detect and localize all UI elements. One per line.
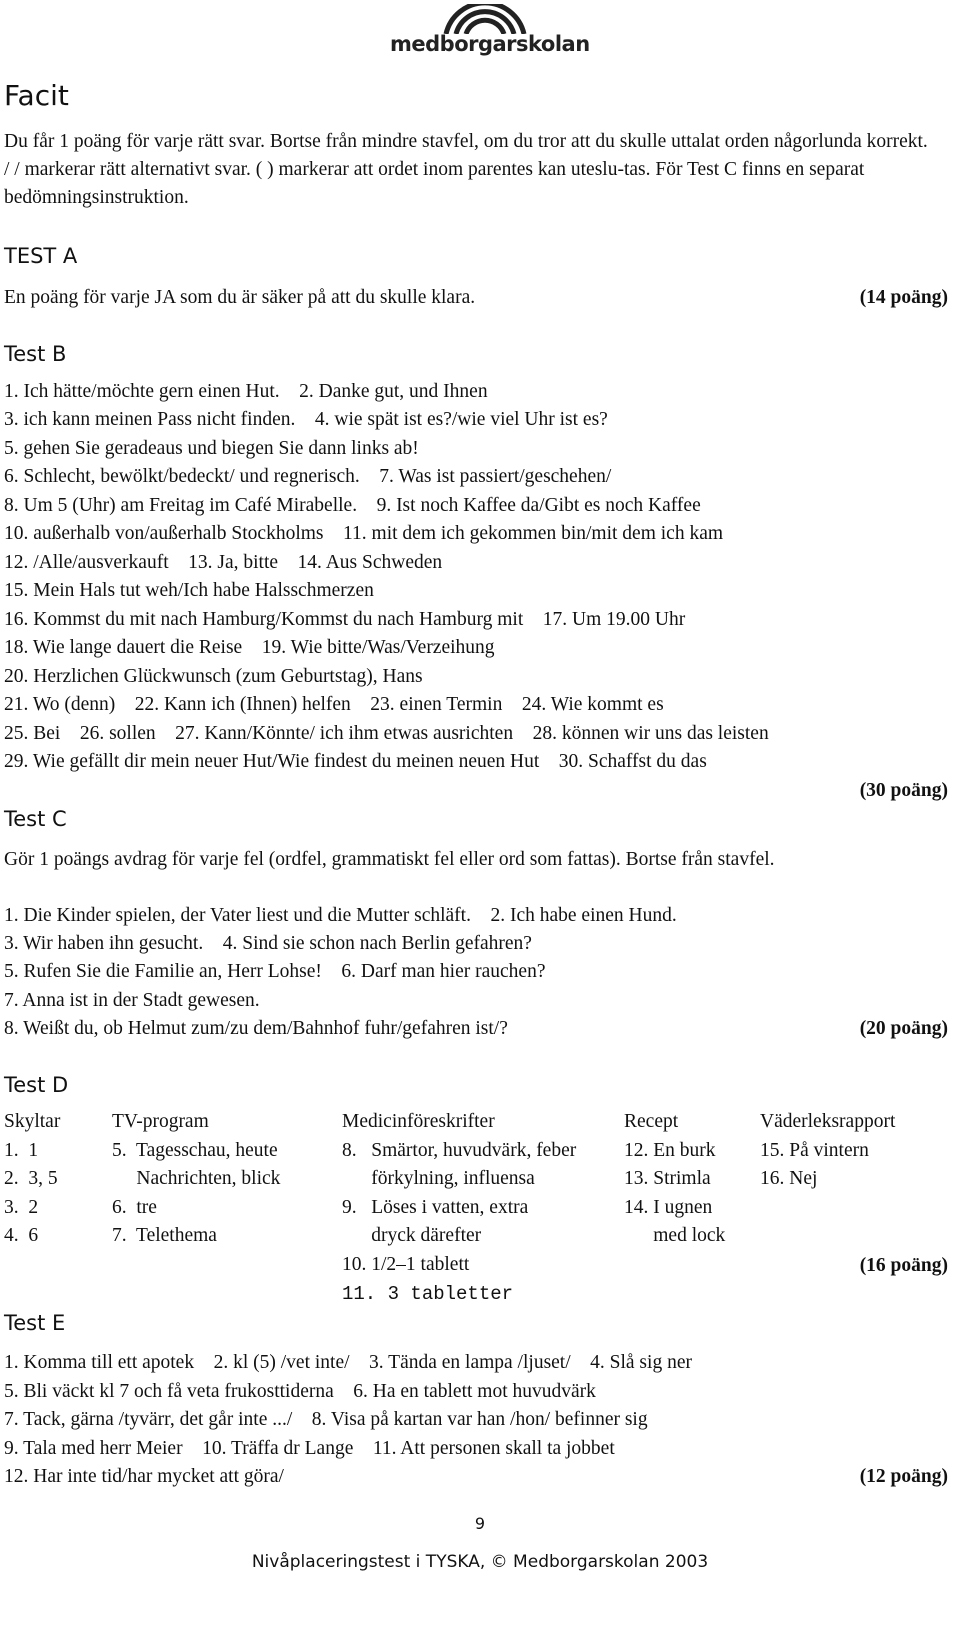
test-c-line: 3. Wir haben ihn gesucht. 4. Sind sie schon nach Berlin gefahren? xyxy=(4,933,532,954)
test-b-line: 16. Kommst du mit nach Hamburg/Kommst du nach Hamburg mit 17. Um 19.00 Uhr xyxy=(4,609,686,630)
test-b-line: 3. ich kann meinen Pass nicht finden. 4. wie spät ist es?/wie viel Uhr ist es? xyxy=(4,409,608,430)
column-cell: 13. Strimla xyxy=(624,1168,711,1190)
test-d-column-tv-program xyxy=(112,1108,280,1251)
test-c-instruction: Gör 1 poängs avdrag för varje fel (ordfel, grammatiskt fel eller ord som fattas). Bortse från stavfel. xyxy=(4,849,775,870)
test-e-line: 7. Tack, gärna /tyvärr, det går inte .../ 8. Visa på kartan var han /hon/ befinner sig xyxy=(4,1409,648,1430)
test-d-column-vaderleksrapport xyxy=(760,1108,895,1194)
column-cell: 4. 6 xyxy=(4,1225,39,1247)
column-header: Väderleksrapport xyxy=(760,1111,896,1132)
test-b-line: 1. Ich hätte/möchte gern einen Hut. 2. Danke gut, und Ihnen xyxy=(4,381,488,402)
column-cell: Nachrichten, blick xyxy=(112,1168,281,1190)
column-cell: 15. På vintern xyxy=(760,1139,869,1161)
column-cell: 8. Smärtor, huvudvärk, feber xyxy=(342,1139,577,1161)
test-e-line: 1. Komma till ett apotek 2. kl (5) /vet inte/ 3. Tända en lampa /ljuset/ 4. Slå sig ner xyxy=(4,1352,692,1373)
test-b-line: 5. gehen Sie geradeaus und biegen Sie dann links ab! xyxy=(4,438,419,459)
column-header: Medicinföreskrifter xyxy=(342,1111,495,1132)
test-b-line: 12. /Alle/ausverkauft 13. Ja, bitte 14. Aus Schweden xyxy=(4,552,443,573)
test-c-line: 5. Rufen Sie die Familie an, Herr Lohse! 6. Darf man hier rauchen? xyxy=(4,961,546,982)
facit-title: Facit xyxy=(4,79,69,112)
column-cell: 14. I ugnen xyxy=(624,1196,713,1218)
test-b-line: 18. Wie lange dauert die Reise 19. Wie bitte/Was/Verzeihung xyxy=(4,637,495,658)
column-cell: 6. tre xyxy=(112,1196,157,1218)
column-cell: 12. En burk xyxy=(624,1139,716,1161)
column-cell: 1. 1 xyxy=(4,1139,39,1161)
test-c-line: 8. Weißt du, ob Helmut zum/zu dem/Bahnhof fuhr/gefahren ist/? xyxy=(4,1018,508,1039)
column-cell: 9. Löses i vatten, extra xyxy=(342,1196,529,1218)
column-cell: dryck därefter xyxy=(342,1225,482,1247)
test-c-points: (20 poäng) xyxy=(859,1018,948,1039)
medborgarskolan-logo xyxy=(390,4,590,60)
test-c-line: 7. Anna ist in der Stadt gewesen. xyxy=(4,990,260,1011)
test-b-line: 8. Um 5 (Uhr) am Freitag im Café Mirabelle. 9. Ist noch Kaffee da/Gibt es noch Kaffee xyxy=(4,495,701,516)
column-header: TV-program xyxy=(112,1111,209,1132)
column-cell: 10. 1/2–1 tablett xyxy=(342,1253,470,1275)
test-b-line: 6. Schlecht, bewölkt/bedeckt/ und regnerisch. 7. Was ist passiert/geschehen/ xyxy=(4,466,612,487)
test-d-points: (16 poäng) xyxy=(859,1255,948,1276)
test-a-points: (14 poäng) xyxy=(859,287,948,308)
mono-answer-line: 11. 3 tabletter xyxy=(342,1282,514,1305)
test-a-text: En poäng för varje JA som du är säker på att du skulle klara. xyxy=(4,287,476,308)
facit-intro: Du får 1 poäng för varje rätt svar. Bortse från mindre stavfel, om du tror att du skulle uttalat orden någorlunda korrekt. / / markerar rätt alternativt svar. ( ) markerar att ordet inom parentes kan uteslu-tas. För Test C finns en separat bedömningsinstruktion. xyxy=(4,131,928,208)
test-b-title: Test B xyxy=(4,342,67,366)
test-a-title: TEST A xyxy=(4,244,78,268)
column-cell: 3. 2 xyxy=(4,1196,39,1218)
column-cell: förkylning, influensa xyxy=(342,1168,535,1190)
column-header: Recept xyxy=(624,1111,679,1132)
test-e-line: 9. Tala med herr Meier 10. Träffa dr Lange 11. Att personen skall ta jobbet xyxy=(4,1438,615,1459)
column-cell: 5. Tagesschau, heute xyxy=(112,1139,278,1161)
footer-text: Nivåplaceringstest i TYSKA, © Medborgarskolan 2003 xyxy=(251,1552,709,1572)
test-b-line: 20. Herzlichen Glückwunsch (zum Geburtstag), Hans xyxy=(4,666,423,687)
column-cell: 7. Telethema xyxy=(112,1225,217,1247)
test-b-line: 25. Bei 26. sollen 27. Kann/Könnte/ ich ihm etwas ausrichten 28. können wir uns das leisten xyxy=(4,723,769,744)
test-d-column-medicinforeskrifter xyxy=(342,1108,576,1308)
test-b-line: 21. Wo (denn) 22. Kann ich (Ihnen) helfen 23. einen Termin 24. Wie kommt es xyxy=(4,694,664,715)
test-e-line: 5. Bli väckt kl 7 och få veta frukosttiderna 6. Ha en tablett mot huvudvärk xyxy=(4,1381,596,1402)
column-header: Skyltar xyxy=(4,1111,61,1132)
test-c-line: 1. Die Kinder spielen, der Vater liest und die Mutter schläft. 2. Ich habe einen Hund. xyxy=(4,905,677,926)
page-number: 9 xyxy=(474,1514,486,1533)
test-b-line: 15. Mein Hals tut weh/Ich habe Halsschmerzen xyxy=(4,580,374,601)
test-d-title: Test D xyxy=(4,1073,69,1097)
test-b-line: 29. Wie gefällt dir mein neuer Hut/Wie findest du meinen neuen Hut 30. Schaffst du das xyxy=(4,751,707,772)
test-c-title: Test C xyxy=(4,807,67,831)
column-cell: med lock xyxy=(624,1225,726,1247)
column-cell: 16. Nej xyxy=(760,1168,818,1190)
test-d-column-skyltar xyxy=(4,1108,60,1251)
test-e-line: 12. Har inte tid/har mycket att göra/ xyxy=(4,1466,284,1487)
test-e-title: Test E xyxy=(4,1311,66,1335)
test-d-column-recept xyxy=(624,1108,725,1251)
logo-text: medborgarskolan xyxy=(390,32,590,56)
column-cell: 2. 3, 5 xyxy=(4,1168,58,1190)
test-b-line: 10. außerhalb von/außerhalb Stockholms 11. mit dem ich gekommen bin/mit dem ich kam xyxy=(4,523,724,544)
test-b-points: (30 poäng) xyxy=(859,780,948,801)
test-e-points: (12 poäng) xyxy=(859,1466,948,1487)
